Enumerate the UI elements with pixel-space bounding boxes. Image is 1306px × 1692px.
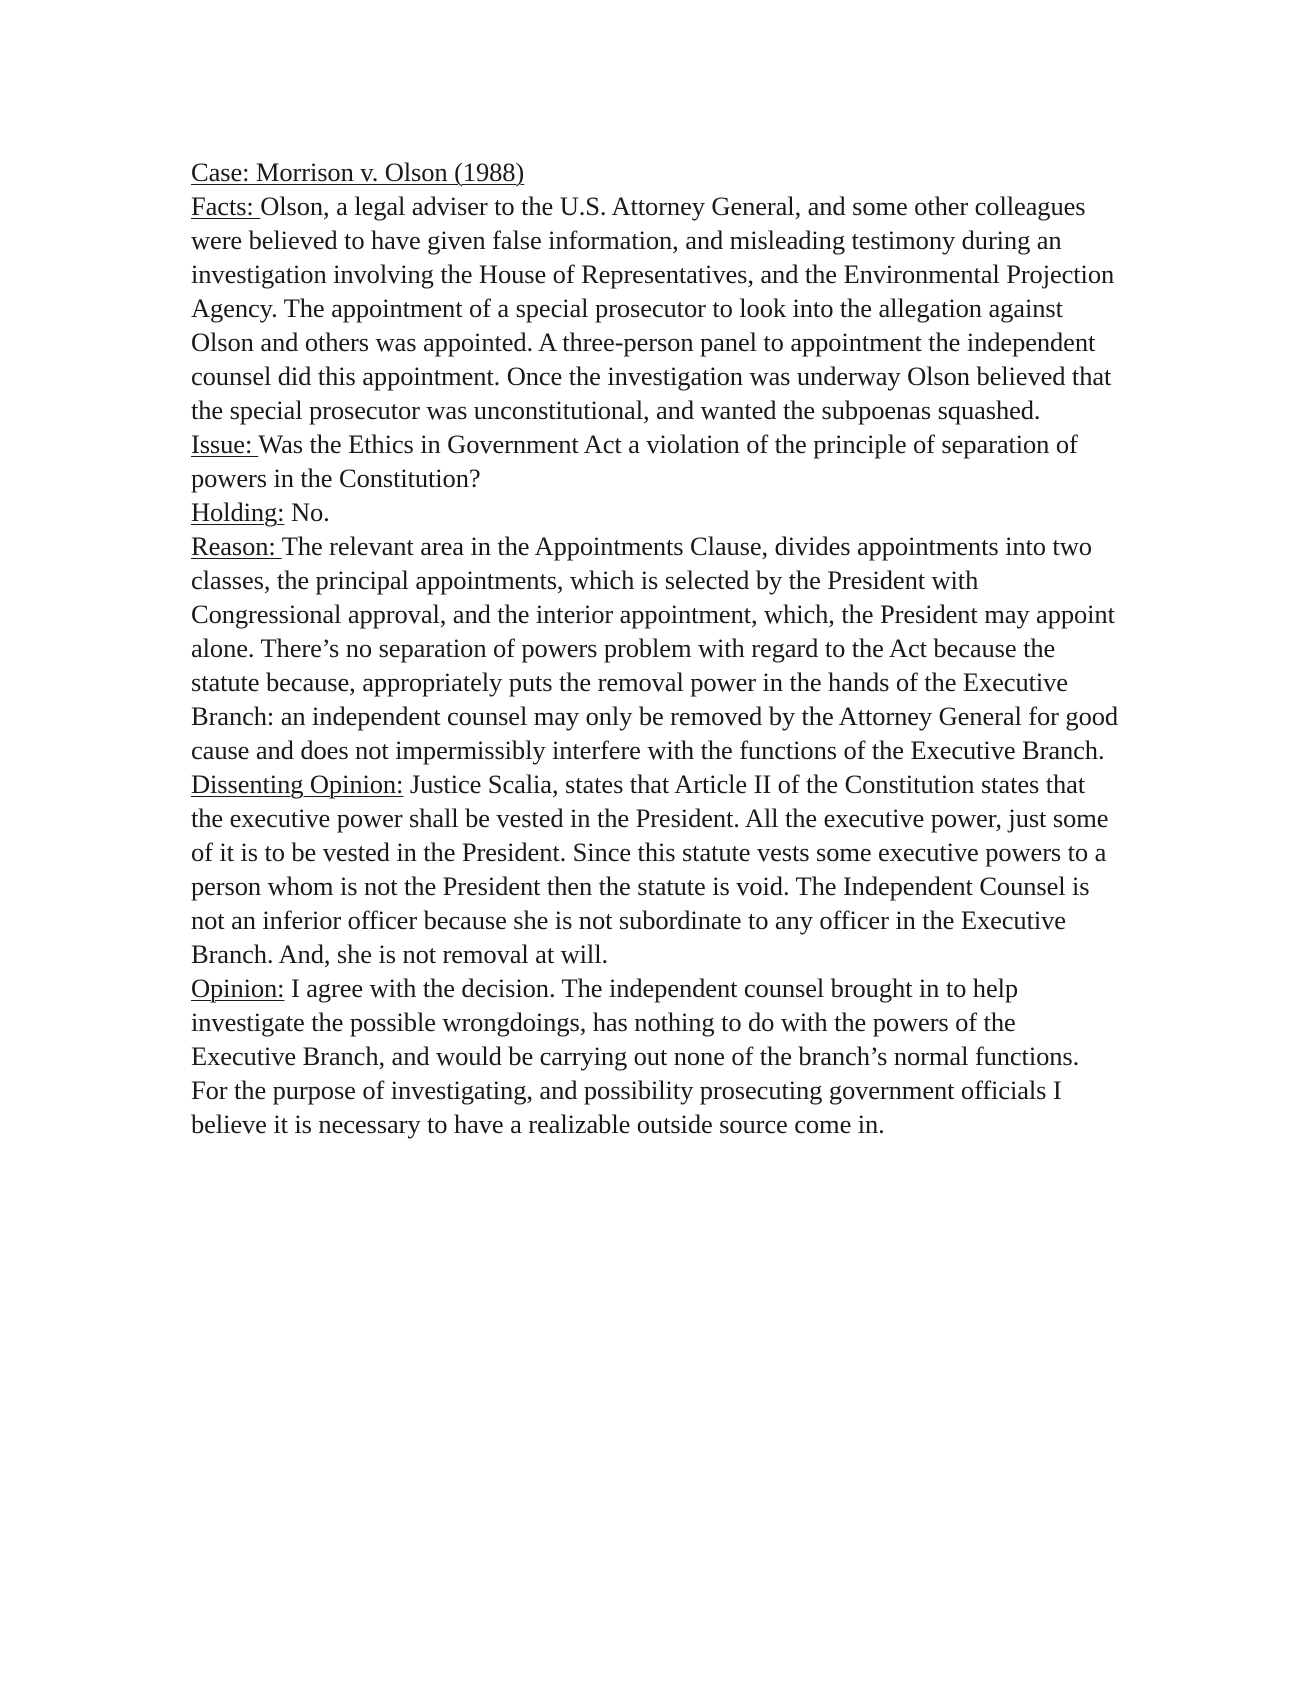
holding-label: Holding:	[191, 497, 285, 527]
facts-label: Facts:	[191, 191, 261, 221]
document-body	[191, 155, 1121, 1141]
facts-paragraph	[191, 189, 1121, 427]
dissent-label: Dissenting Opinion:	[191, 769, 404, 799]
issue-paragraph	[191, 427, 1121, 495]
reason-paragraph	[191, 529, 1121, 767]
reason-label: Reason:	[191, 531, 282, 561]
issue-text: Was the Ethics in Government Act a violation of the principle of separation of powers in the Constitution?	[191, 429, 1078, 493]
holding-text: No.	[284, 497, 330, 527]
opinion-label: Opinion:	[191, 973, 285, 1003]
reason-text: The relevant area in the Appointments Clause, divides appointments into two classes, the principal appointments, which is selected by the President with Congressional approval, and the interior appointment, which, the President may appoint alone. There’s no separation of powers problem with regard to the Act because the statute because, appropriately puts the removal power in the hands of the Executive Branch: an independent counsel may only be removed by the Attorney General for good cause and does not impermissibly interfere with the functions of the Executive Branch.	[191, 531, 1119, 765]
dissent-text: Justice Scalia, states that Article II of the Constitution states that the executive power shall be vested in the President. All the executive power, just some of it is to be vested in the President. Since this statute vests some executive powers to a person whom is not the President then the statute is void. The Independent Counsel is not an inferior officer because she is not subordinate to any officer in the Executive Branch. And, she is not removal at will.	[191, 769, 1109, 969]
issue-label: Issue:	[191, 429, 259, 459]
case-label: Case: Morrison v. Olson (1988)	[191, 157, 525, 187]
opinion-paragraph	[191, 971, 1121, 1141]
holding-paragraph	[191, 495, 1121, 529]
dissent-paragraph	[191, 767, 1121, 971]
opinion-text: I agree with the decision. The independent counsel brought in to help investigate the possible wrongdoings, has nothing to do with the powers of the Executive Branch, and would be carrying out none of the branch’s normal functions. For the purpose of investigating, and possibility prosecuting government officials I believe it is necessary to have a realizable outside source come in.	[191, 973, 1080, 1139]
facts-text: Olson, a legal adviser to the U.S. Attorney General, and some other colleagues were believed to have given false information, and misleading testimony during an investigation involving the House of Representatives, and the Environmental Projection Agency. The appointment of a special prosecutor to look into the allegation against Olson and others was appointed. A three-person panel to appointment the independent counsel did this appointment. Once the investigation was underway Olson believed that the special prosecutor was unconstitutional, and wanted the subpoenas squashed.	[191, 191, 1115, 425]
case-heading	[191, 155, 1121, 189]
